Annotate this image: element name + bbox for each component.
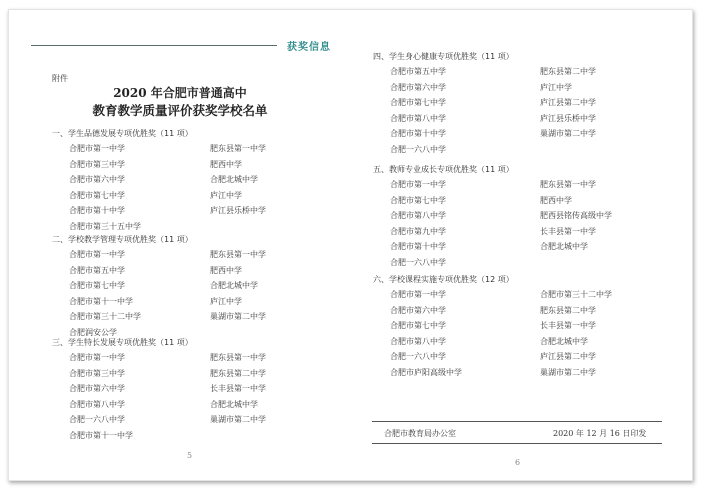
section-heading: 二、学校教学管理专项优胜奖（11 项） xyxy=(52,235,193,244)
school-name: 合肥市第三十五中学 xyxy=(69,221,141,231)
school-name: 肥西县铭传高级中学 xyxy=(540,211,612,221)
list-row xyxy=(390,64,680,80)
list-row xyxy=(69,188,350,204)
school-name: 肥东县第一中学 xyxy=(210,250,266,259)
school-name: 合肥市第八中学 xyxy=(69,399,125,409)
header-title: 获奖信息 xyxy=(287,42,331,53)
list-row xyxy=(390,177,680,193)
school-name: 合肥市第一中学 xyxy=(390,180,446,189)
list-row xyxy=(390,126,680,142)
issuer-label: 合肥市教育局办公室 xyxy=(384,429,456,438)
school-name: 合肥北城中学 xyxy=(210,399,258,409)
document-title-line2: 教育教学质量评价获奖学校名单 xyxy=(92,103,268,118)
school-name: 合肥北城中学 xyxy=(540,242,588,252)
school-name: 长丰县第一中学 xyxy=(540,226,596,236)
award-section-6 xyxy=(373,272,680,381)
list-row xyxy=(390,80,680,96)
school-name: 合肥市第六中学 xyxy=(390,305,446,315)
school-name: 庐江中学 xyxy=(210,190,242,200)
section-heading: 六、学校课程实施专项优胜奖（12 项） xyxy=(373,275,514,284)
school-name: 巢湖市第二中学 xyxy=(210,415,266,425)
list-row xyxy=(69,157,350,173)
school-name: 庐江中学 xyxy=(540,82,572,92)
attachment-label: 附件 xyxy=(52,74,68,83)
list-row xyxy=(390,287,680,303)
school-name: 合肥市第九中学 xyxy=(390,226,446,236)
school-name: 合肥市第七中学 xyxy=(390,98,446,108)
school-name: 合肥市第三十二中学 xyxy=(540,290,612,299)
school-name: 合肥市第六中学 xyxy=(390,82,446,92)
list-row xyxy=(390,95,680,111)
section-heading: 三、学生特长发展专项优胜奖（11 项） xyxy=(52,338,193,347)
page-number-right: 6 xyxy=(515,458,521,467)
school-name: 合肥市第三十二中学 xyxy=(69,312,141,322)
list-row xyxy=(69,309,350,325)
school-name: 肥西中学 xyxy=(540,195,572,205)
school-name: 肥东县第二中学 xyxy=(540,67,596,76)
school-name: 合肥市第十中学 xyxy=(69,206,125,216)
school-name: 合肥市第八中学 xyxy=(390,336,446,346)
school-name: 合肥市第七中学 xyxy=(390,195,446,205)
school-name: 合肥市第十一中学 xyxy=(69,296,133,306)
list-row xyxy=(390,318,680,334)
school-name: 合肥市第五中学 xyxy=(69,265,125,275)
list-row xyxy=(69,366,350,382)
list-row xyxy=(390,255,680,271)
section-heading: 五、教师专业成长专项优胜奖（11 项） xyxy=(373,165,514,174)
school-name: 合肥市第十中学 xyxy=(390,242,446,252)
school-name: 肥东县第二中学 xyxy=(210,368,266,378)
school-name: 合肥市第七中学 xyxy=(69,190,125,200)
list-row xyxy=(390,208,680,224)
school-name: 庐江县第二中学 xyxy=(540,352,596,362)
school-name: 合肥市第一中学 xyxy=(69,144,125,153)
list-row xyxy=(390,239,680,255)
list-row xyxy=(69,350,350,366)
school-name: 合肥一六八中学 xyxy=(390,352,446,362)
award-section-2 xyxy=(52,232,350,341)
school-name: 合肥市第六中学 xyxy=(69,175,125,185)
school-name: 合肥市第八中学 xyxy=(390,211,446,221)
issue-date: 2020 年 12 月 16 日印发 xyxy=(553,429,647,438)
footer-top-rule xyxy=(372,421,662,422)
list-row xyxy=(390,111,680,127)
award-section-5 xyxy=(373,162,680,271)
school-name: 合肥市第一中学 xyxy=(69,250,125,259)
school-name: 肥东县第一中学 xyxy=(540,180,596,189)
header-rule xyxy=(31,45,277,46)
school-name: 肥东县第一中学 xyxy=(210,353,266,362)
school-name: 合肥润安公学 xyxy=(69,327,117,337)
school-name: 合肥市第一中学 xyxy=(69,353,125,362)
page-number-left: 5 xyxy=(187,451,193,460)
school-name: 合肥市庐阳高级中学 xyxy=(390,367,462,377)
list-row xyxy=(69,428,350,444)
award-section-4 xyxy=(373,49,680,158)
school-name: 合肥市第三中学 xyxy=(69,159,125,169)
footer-bottom-rule xyxy=(372,443,662,444)
school-name: 合肥市第八中学 xyxy=(390,113,446,123)
school-name: 合肥一六八中学 xyxy=(69,415,125,425)
school-name: 合肥市第十中学 xyxy=(390,129,446,139)
school-name: 合肥市第七中学 xyxy=(390,321,446,331)
school-name: 庐江县乐桥中学 xyxy=(540,113,596,123)
school-name: 肥东县第二中学 xyxy=(540,305,596,315)
school-name: 合肥市第一中学 xyxy=(390,290,446,299)
list-row xyxy=(69,294,350,310)
school-name: 庐江县乐桥中学 xyxy=(210,206,266,216)
school-name: 长丰县第一中学 xyxy=(540,321,596,331)
list-row xyxy=(69,381,350,397)
school-name: 肥东县第一中学 xyxy=(210,144,266,153)
school-name: 合肥一六八中学 xyxy=(390,257,446,267)
list-row xyxy=(390,142,680,158)
school-name: 巢湖市第二中学 xyxy=(540,367,596,377)
school-name: 庐江中学 xyxy=(210,296,242,306)
school-name: 肥西中学 xyxy=(210,265,242,275)
list-row xyxy=(390,224,680,240)
section-heading: 四、学生身心健康专项优胜奖（11 项） xyxy=(373,52,514,61)
list-row xyxy=(390,303,680,319)
school-name: 长丰县第一中学 xyxy=(210,384,266,394)
school-name: 肥西中学 xyxy=(210,159,242,169)
school-name: 合肥市第三中学 xyxy=(69,368,125,378)
award-section-3 xyxy=(52,335,350,444)
list-row xyxy=(69,247,350,263)
list-row xyxy=(69,141,350,157)
school-name: 合肥北城中学 xyxy=(210,175,258,185)
list-row xyxy=(390,193,680,209)
school-name: 合肥市第十一中学 xyxy=(69,430,133,440)
school-name: 合肥市第七中学 xyxy=(69,281,125,291)
list-row xyxy=(390,349,680,365)
award-section-1 xyxy=(52,126,350,235)
list-row xyxy=(69,263,350,279)
list-row xyxy=(390,334,680,350)
school-name: 合肥市第六中学 xyxy=(69,384,125,394)
document-title-line1: 2020 年合肥市普通高中 xyxy=(113,86,247,100)
school-name: 巢湖市第二中学 xyxy=(210,312,266,322)
list-row xyxy=(69,412,350,428)
list-row xyxy=(69,397,350,413)
school-name: 合肥北城中学 xyxy=(210,281,258,291)
list-row xyxy=(69,203,350,219)
list-row xyxy=(390,365,680,381)
section-heading: 一、学生品德发展专项优胜奖（11 项） xyxy=(52,129,193,138)
school-name: 合肥市第五中学 xyxy=(390,67,446,76)
list-row xyxy=(69,172,350,188)
school-name: 合肥一六八中学 xyxy=(390,144,446,154)
school-name: 合肥北城中学 xyxy=(540,336,588,346)
list-row xyxy=(69,278,350,294)
school-name: 庐江县第二中学 xyxy=(540,98,596,108)
school-name: 巢湖市第二中学 xyxy=(540,129,596,139)
